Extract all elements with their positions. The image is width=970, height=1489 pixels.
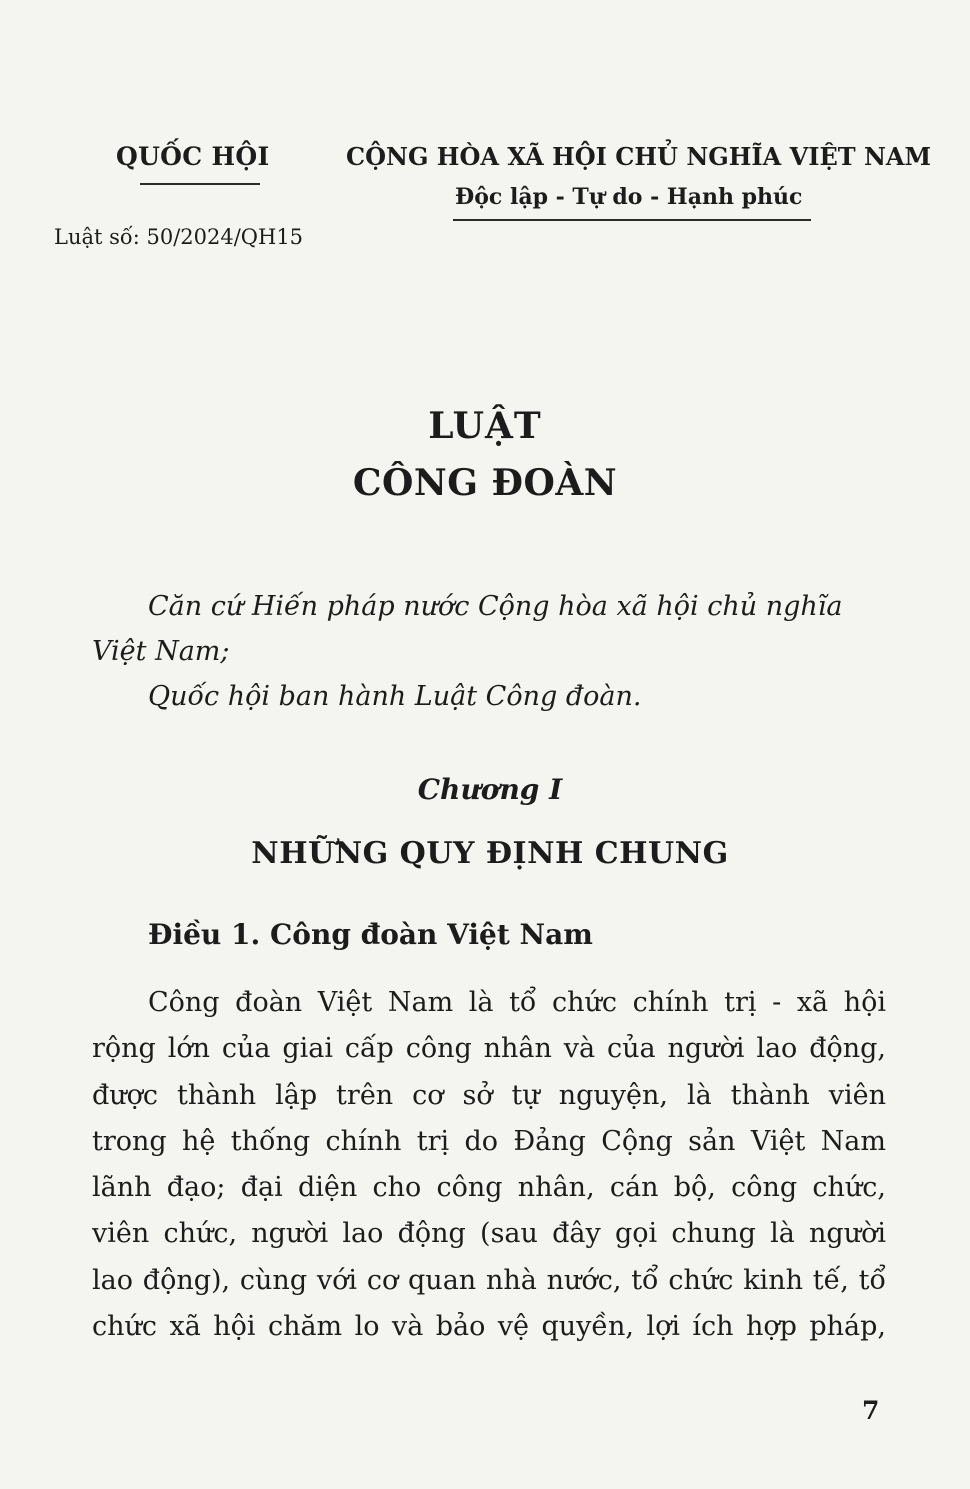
preamble-enactment: Quốc hội ban hành Luật Công đoàn.: [148, 681, 642, 712]
chapter-title: NHỮNG QUY ĐỊNH CHUNG: [251, 836, 729, 871]
article-line: rộng lớn của giai cấp công nhân và của người lao động,: [92, 1033, 886, 1065]
republic-heading: CỘNG HÒA XÃ HỘI CHỦ NGHĨA VIỆT NAM: [346, 142, 932, 171]
article-body: [92, 980, 886, 1350]
motto-underline: [453, 219, 811, 221]
preamble: [92, 584, 892, 719]
chapter-number: Chương I: [417, 773, 563, 806]
article-line: lao động), cùng với cơ quan nhà nước, tổ chức kinh tế, tổ: [92, 1264, 886, 1296]
law-number: Luật số: 50/2024/QH15: [54, 225, 304, 249]
article-line: được thành lập trên cơ sở tự nguyện, là thành viên: [92, 1079, 886, 1111]
article-line: trong hệ thống chính trị do Đảng Cộng sản Việt Nam: [92, 1125, 886, 1157]
document-type-title: LUẬT: [428, 405, 542, 447]
law-subject-title: CÔNG ĐOÀN: [352, 462, 618, 504]
article-line: lãnh đạo; đại diện cho công nhân, cán bộ, công chức,: [92, 1172, 886, 1204]
article-line: viên chức, người lao động (sau đây gọi chung là người: [92, 1218, 886, 1250]
issuer-underline: [140, 183, 260, 185]
article-heading: Điều 1. Công đoàn Việt Nam: [148, 918, 593, 951]
article-line: chức xã hội chăm lo và bảo vệ quyền, lợi ích hợp pháp,: [92, 1311, 886, 1343]
preamble-basis: Căn cứ Hiến pháp nước Cộng hòa xã hội chủ nghĩa Việt Nam;: [92, 591, 843, 667]
article-line: Công đoàn Việt Nam là tổ chức chính trị - xã hội: [148, 987, 886, 1018]
issuer-label: QUỐC HỘI: [116, 142, 270, 171]
page-number: 7: [862, 1396, 880, 1425]
national-motto: Độc lập - Tự do - Hạnh phúc: [455, 184, 803, 210]
